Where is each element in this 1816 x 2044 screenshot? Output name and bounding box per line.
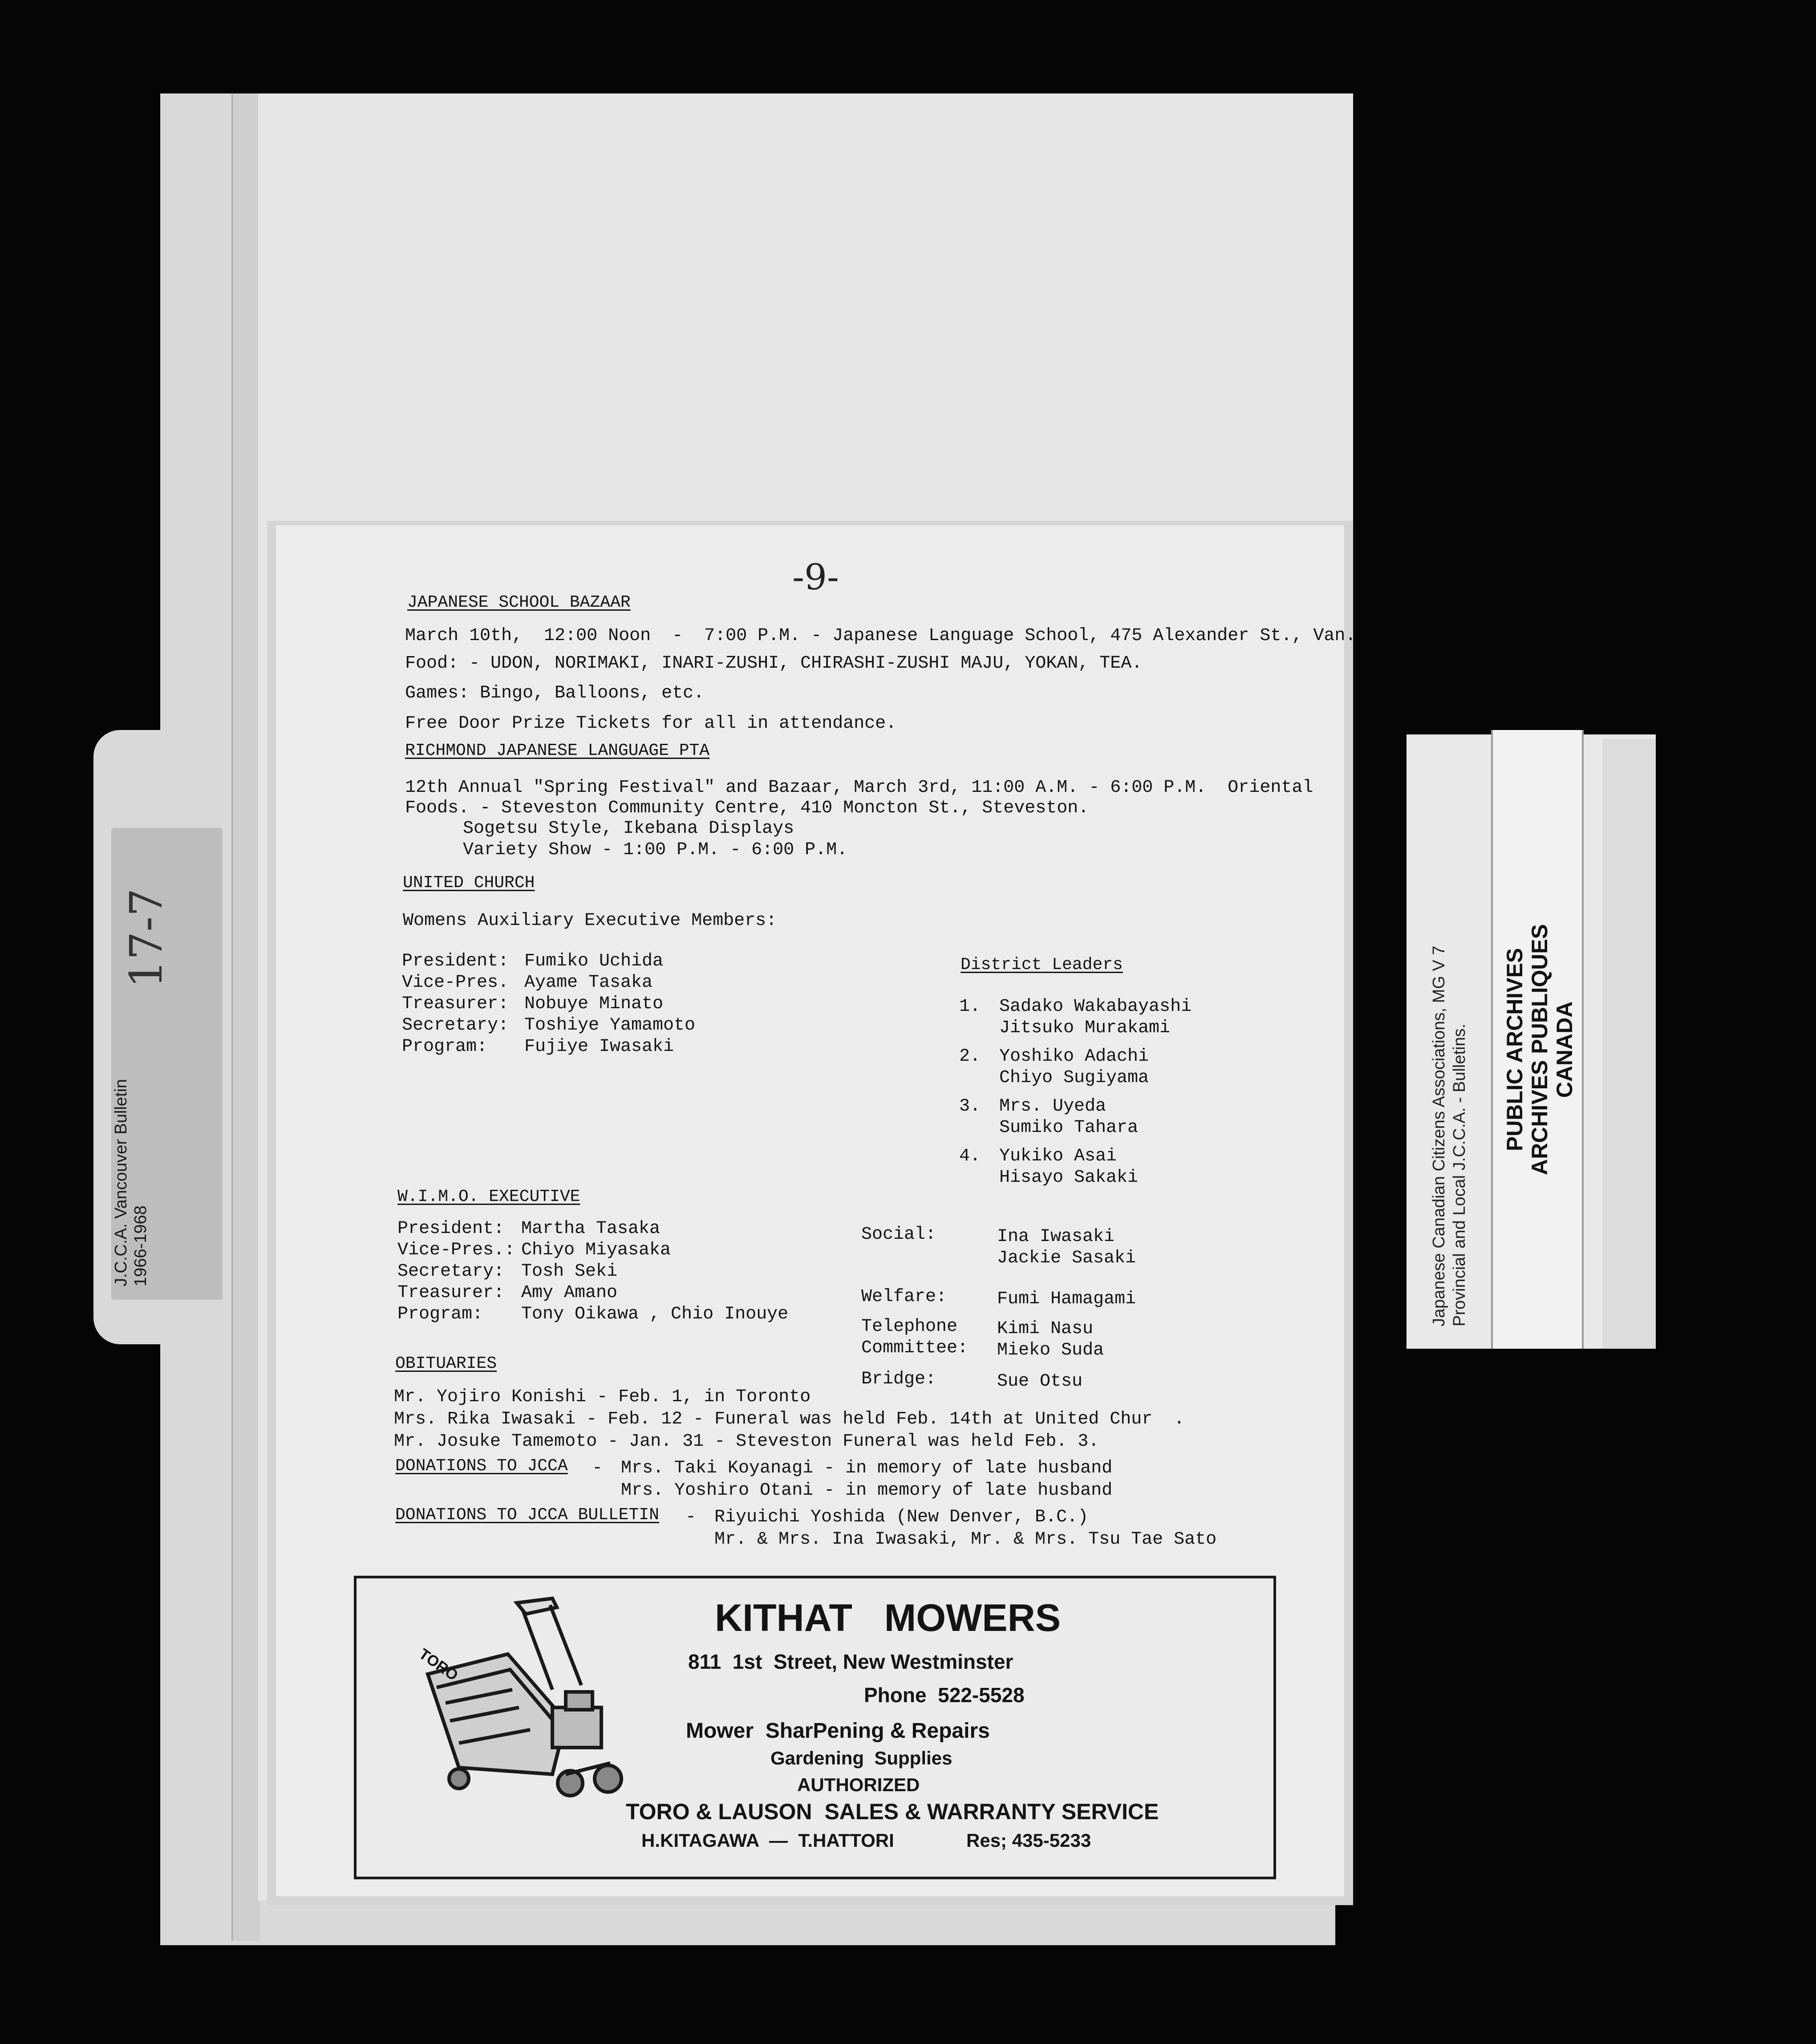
- bulletin-donations-heading: DONATIONS TO JCCA BULLETIN: [395, 1505, 659, 1525]
- bazaar-line1: March 10th, 12:00 Noon - 7:00 P.M. - Japanese Language School, 475 Alexander St., Van.: [405, 626, 1356, 646]
- ad-owners: H.KITAGAWA — T.HATTORI: [641, 1830, 894, 1851]
- folder-label-line1: J.C.C.A. Vancouver Bulletin: [112, 1079, 130, 1286]
- social-name-1: Ina Iwasaki: [997, 1227, 1115, 1247]
- donation-line2: Mrs. Yoshiro Otani - in memory of late husband: [621, 1480, 1113, 1501]
- social-label: Social:: [861, 1225, 936, 1245]
- archive-line2: ARCHIVES PUBLIQUES: [1527, 924, 1552, 1175]
- lawn-mower-illustration: [405, 1587, 637, 1801]
- district-groups: [959, 996, 1192, 1196]
- donation-line1: Mrs. Taki Koyanagi - in memory of late husband: [621, 1458, 1113, 1478]
- stamp-line2: Provincial and Local J.C.C.A. - Bulletins.: [1450, 1023, 1469, 1326]
- social-name-2: Jackie Sasaki: [997, 1248, 1136, 1268]
- telephone-name-1: Kimi Nasu: [997, 1319, 1094, 1339]
- welfare-name: Fumi Hamagami: [997, 1289, 1136, 1309]
- ad-brands: TORO & LAUSON SALES & WARRANTY SERVICE: [626, 1799, 1159, 1824]
- bazaar-heading: JAPANESE SCHOOL BAZAAR: [407, 593, 631, 612]
- archive-line1: PUBLIC ARCHIVES: [1502, 948, 1527, 1152]
- district-group: 1. Sadako Wakabayashi Jitsuko Murakami: [959, 997, 1192, 1038]
- church-heading: UNITED CHURCH: [403, 873, 535, 892]
- church-member: Secretary: Toshiye Yamamoto: [402, 1015, 696, 1035]
- obituaries-heading: OBITUARIES: [395, 1354, 497, 1373]
- district-group: 3. Mrs. Uyeda Sumiko Tahara: [959, 1096, 1139, 1138]
- wimo-members: [397, 1218, 788, 1325]
- ad-authorized: AUTHORIZED: [797, 1774, 920, 1795]
- stamp-line1: Japanese Canadian Citizens Associations, MG V 7: [1430, 945, 1448, 1326]
- stamp-band: [1602, 739, 1656, 1349]
- church-member: President: Fumiko Uchida: [402, 951, 664, 971]
- pta-line4: Variety Show - 1:00 P.M. - 6:00 P.M.: [463, 840, 848, 860]
- folder-label: [111, 1079, 150, 1286]
- wimo-heading: W.I.M.O. EXECUTIVE: [397, 1187, 580, 1206]
- ad-supplies: Gardening Supplies: [770, 1748, 953, 1768]
- mower-brand-label: TORO: [416, 1645, 461, 1684]
- district-heading: District Leaders: [961, 955, 1123, 974]
- folder-edge: [231, 93, 260, 1941]
- bazaar-line4: Free Door Prize Tickets for all in attendance.: [405, 714, 897, 734]
- pta-heading: RICHMOND JAPANESE LANGUAGE PTA: [405, 741, 710, 760]
- telephone-name-2: Mieko Suda: [997, 1340, 1104, 1360]
- donations-heading: DONATIONS TO JCCA: [395, 1456, 568, 1476]
- bulletin-donation-line1: Riyuichi Yoshida (New Denver, B.C.): [714, 1507, 1089, 1527]
- ad-title: KITHAT MOWERS: [715, 1597, 1061, 1639]
- ad-address: 811 1st Street, New Westminster: [688, 1650, 1013, 1673]
- telephone-label-1: Telephone: [861, 1317, 958, 1337]
- wimo-member: President: Martha Tasaka: [397, 1219, 661, 1239]
- bulletin-donation-line2: Mr. & Mrs. Ina Iwasaki, Mr. & Mrs. Tsu Tae Sato: [714, 1529, 1217, 1549]
- telephone-label-2: Committee:: [861, 1338, 969, 1358]
- district-group: 4. Yukiko Asai Hisayo Sakaki: [959, 1146, 1139, 1188]
- archives-logo-text: [1502, 924, 1577, 1175]
- page-number: -9-: [792, 556, 839, 598]
- wimo-member: Secretary: Tosh Seki: [397, 1261, 618, 1282]
- pta-line2: Foods. - Steveston Community Centre, 410 Moncton St., Steveston.: [405, 798, 1089, 818]
- handwritten-number: 17-7: [120, 888, 172, 988]
- welfare-label: Welfare:: [861, 1287, 947, 1307]
- pta-line1: 12th Annual "Spring Festival" and Bazaar, March 3rd, 11:00 A.M. - 6:00 P.M. Oriental: [405, 778, 1313, 798]
- ad-phone: Phone 522-5528: [864, 1683, 1025, 1707]
- bridge-name: Sue Otsu: [997, 1371, 1083, 1391]
- obituary-line1: Mr. Yojiro Konishi - Feb. 1, in Toronto: [394, 1387, 811, 1407]
- church-members: [402, 951, 695, 1058]
- bulletin-donations-dash: -: [685, 1507, 697, 1527]
- pta-line3: Sogetsu Style, Ikebana Displays: [463, 819, 794, 839]
- ad-service: Mower SharPening & Repairs: [686, 1719, 990, 1743]
- bazaar-line3: Games: Bingo, Balloons, etc.: [405, 683, 705, 703]
- bridge-label: Bridge:: [861, 1369, 936, 1389]
- obituary-line3: Mr. Josuke Tamemoto - Jan. 31 - Steveston Funeral was held Feb. 3.: [394, 1432, 1099, 1452]
- archive-line3: CANADA: [1552, 1001, 1577, 1098]
- church-member: Treasurer: Nobuye Minato: [402, 994, 664, 1014]
- stamp-collection-text: [1429, 946, 1470, 1326]
- folder-label-line2: 1966-1968: [131, 1205, 150, 1286]
- church-member: Program: Fujiye Iwasaki: [402, 1037, 674, 1057]
- wimo-member: Vice-Pres.: Chiyo Miyasaka: [397, 1240, 671, 1260]
- church-member: Vice-Pres. Ayame Tasaka: [402, 973, 653, 993]
- donations-dash: -: [592, 1458, 603, 1478]
- bazaar-line2: Food: - UDON, NORIMAKI, INARI-ZUSHI, CHIRASHI-ZUSHI MAJU, YOKAN, TEA.: [405, 653, 1143, 673]
- district-group: 2. Yoshiko Adachi Chiyo Sugiyama: [959, 1046, 1149, 1088]
- wimo-member: Program: Tony Oikawa , Chio Inouye: [397, 1304, 789, 1324]
- church-subheading: Womens Auxiliary Executive Members:: [403, 911, 777, 931]
- obituary-line2: Mrs. Rika Iwasaki - Feb. 12 - Funeral was held Feb. 14th at United Chur .: [394, 1409, 1185, 1429]
- ad-residence: Res; 435-5233: [966, 1830, 1091, 1851]
- mower-ad: [354, 1576, 1276, 1879]
- wimo-member: Treasurer: Amy Amano: [397, 1283, 618, 1303]
